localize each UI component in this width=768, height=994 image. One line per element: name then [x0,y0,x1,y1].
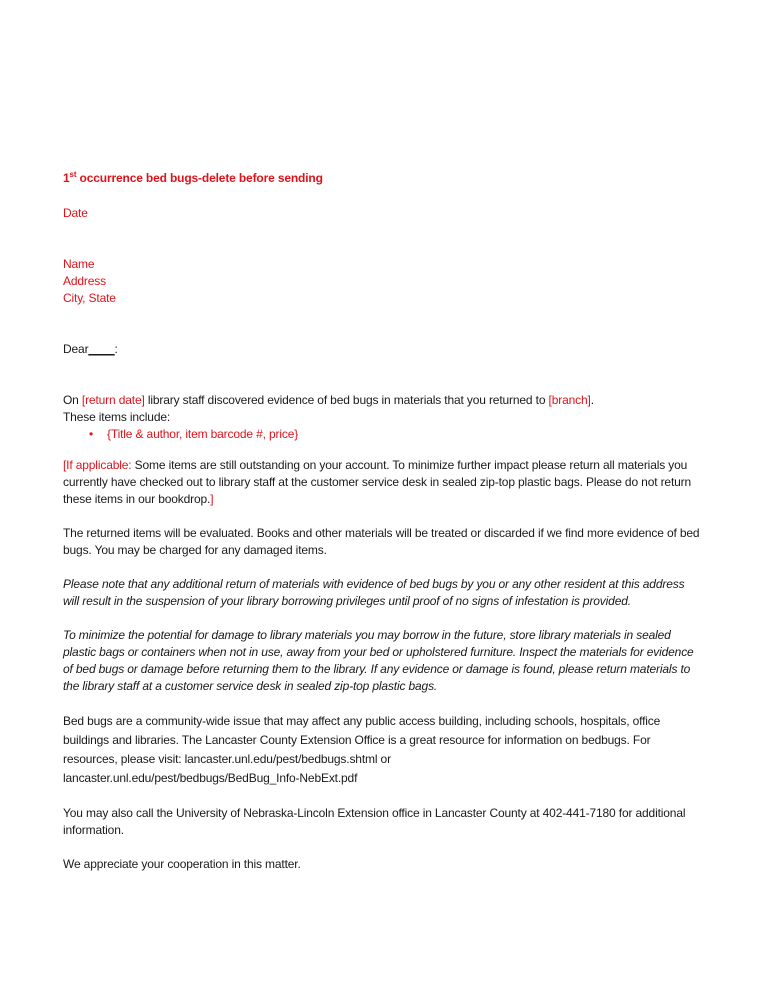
paragraph-if-applicable [63,457,703,508]
list-item [63,426,703,443]
letter-body [63,170,703,873]
items-list [63,426,703,443]
paragraph-evaluated: The returned items will be evaluated. Books and other materials will be treated or discarded if we find more evidence of bed bugs. You may be charged for any damaged items. [63,526,700,557]
items-intro: These items include: [63,410,171,424]
resource-link: lancaster.unl.edu/pest/bedbugs/BedBug_Info-NebExt.pdf [63,771,358,785]
heading-ordinal-sup: st [69,170,77,179]
paragraph-closing: We appreciate your cooperation in this matter. [63,857,301,871]
item-placeholder: {Title & author, item barcode #, price} [107,427,299,441]
if-applicable-close: ] [210,492,214,506]
paragraph-discovery [63,392,703,426]
paragraph-community [63,712,703,788]
recipient-name: Name [63,257,95,271]
community-text: Bed bugs are a community-wide issue that may affect any public access building, including schools, hospitals, office buildings and libraries. The Lancaster County Extension Office is a great resource for information on bedbugs. For resources, please visit: lancaster.unl.edu/pest/bedbugs.shtml or [63,714,661,766]
branch-placeholder: [branch] [548,393,591,407]
if-applicable-label: [If applicable: [63,458,135,472]
heading-text: occurrence bed bugs-delete before sending [76,171,323,185]
return-date-placeholder: [return date] [81,393,145,407]
salutation-prefix: Dear [63,342,89,356]
salutation [63,341,703,358]
date-placeholder: Date [63,206,88,220]
recipient-city-state: City, State [63,291,116,305]
paragraph-minimize: To minimize the potential for damage to library materials you may borrow in the future, store library materials in sealed plastic bags or containers when not in use, away from your bed or upholstered furniture. Inspect the materials for evidence of bed bugs or damage before returning them to the library. If any evidence or damage is found, please return materials to the library staff at a customer service desk in sealed zip-top plastic bags. [63,628,694,693]
salutation-suffix: : [114,342,118,356]
paragraph-please-note: Please note that any additional return of materials with evidence of bed bugs by you or any other resident at this address will result in the suspension of your library borrowing privileges until proof of no signs of infestation is provided. [63,577,685,608]
discovery-middle: library staff discovered evidence of bed bugs in materials that you returned to [144,393,549,407]
recipient-address-block [63,256,703,307]
bullet-icon: • [89,427,94,441]
recipient-address: Address [63,274,106,288]
template-heading [63,170,703,187]
if-applicable-text: Some items are still outstanding on your account. To minimize further impact please return all materials you currently have checked out to library staff at the customer service desk in sealed zip-top plastic bags. Please do not return these items in our bookdrop. [63,458,692,506]
paragraph-call: You may also call the University of Nebraska-Lincoln Extension office in Lancaster County at 402-441-7180 for additional information. [63,806,686,837]
discovery-prefix: On [63,393,82,407]
discovery-end: . [590,393,594,407]
salutation-blank: ____ [88,342,115,356]
heading-ordinal: 1 [63,171,70,185]
